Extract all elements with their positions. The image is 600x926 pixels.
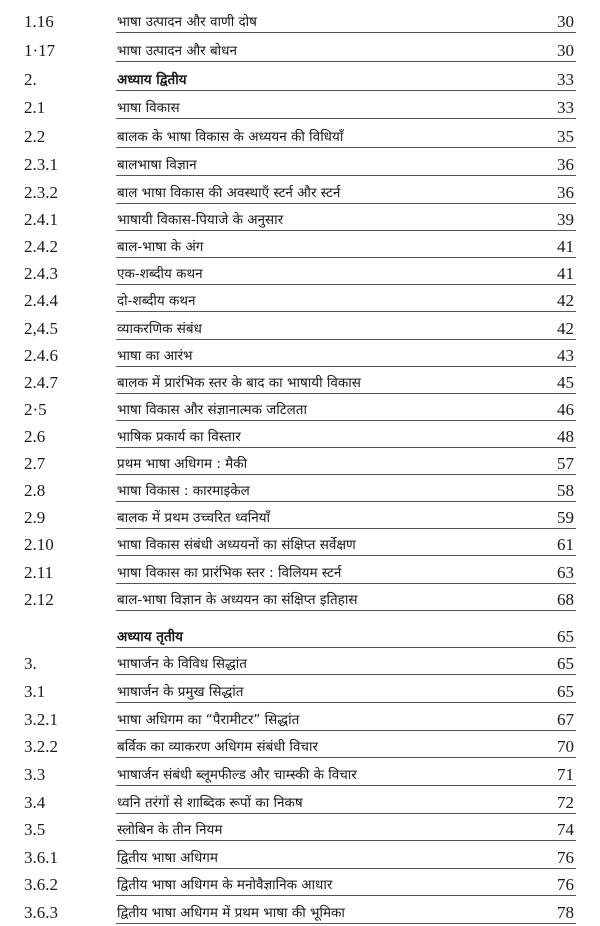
- toc-entry-title: भाषार्जन के विविध सिद्धांत: [117, 656, 247, 672]
- toc-entry-rule: [116, 447, 576, 448]
- toc-entry-number: 2.2: [24, 127, 46, 146]
- toc-entry-number: 2.4.7: [24, 373, 58, 392]
- toc-entry-rule: [116, 528, 576, 529]
- toc-entry-page: 41: [557, 237, 574, 256]
- toc-entry-rule: [116, 757, 576, 758]
- toc-entry-number: 2.4.6: [24, 346, 58, 365]
- toc-entry-title: भाषा विकास और संज्ञानात्मक जटिलता: [117, 402, 307, 418]
- toc-entry-title: प्रथम भाषा अधिगम : मैकी: [117, 456, 248, 472]
- toc-entry-title: बाल भाषा विकास की अवस्थाएँ स्टर्न और स्टर्न: [117, 185, 341, 201]
- toc-entry-title: अध्याय द्वितीय: [117, 72, 187, 88]
- toc-entry-title: भाषिक प्रकार्य का विस्तार: [117, 429, 241, 445]
- toc-entry-page: 46: [557, 400, 574, 419]
- toc-entry-number: 2.4.4: [24, 291, 58, 310]
- toc-entry-rule: [116, 393, 576, 394]
- toc-entry-rule: [116, 702, 576, 703]
- toc-entry-page: 35: [557, 127, 574, 146]
- toc-entry-number: 3.2.1: [24, 710, 58, 729]
- toc-entry-rule: [116, 674, 576, 675]
- toc-entry-rule: [116, 813, 576, 814]
- toc-entry-title: द्वितीय भाषा अधिगम: [117, 850, 218, 866]
- toc-entry-number: 2,4.5: [24, 319, 58, 338]
- toc-entry-page: 76: [557, 848, 574, 867]
- toc-entry-number: 1·17: [24, 41, 56, 60]
- toc-entry-title: बालक के भाषा विकास के अध्ययन की विधियाँ: [117, 129, 344, 145]
- toc-entry-page: 45: [557, 373, 574, 392]
- toc-entry-title: ध्वनि तरंगों से शाब्दिक रूपों का निकष: [117, 795, 303, 811]
- toc-entry-page: 41: [557, 264, 574, 283]
- toc-entry-number: 2.12: [24, 590, 54, 609]
- toc-entry-title: बालक में प्रारंभिक स्तर के बाद का भाषायी विकास: [117, 375, 361, 391]
- toc-entry-page: 65: [557, 682, 574, 701]
- toc-entry-rule: [116, 284, 576, 285]
- toc-entry-number: 2·5: [24, 400, 47, 419]
- toc-entry-title: भाषा विकास : कारमाइकेल: [117, 483, 250, 499]
- toc-entry-page: 65: [557, 654, 574, 673]
- toc-entry-number: 3.2.2: [24, 737, 58, 756]
- toc-entry-page: 61: [557, 535, 574, 554]
- toc-entry-page: 74: [557, 820, 574, 839]
- toc-entry-title: भाषा विकास संबंधी अध्ययनों का संक्षिप्त सर्वेक्षण: [117, 537, 356, 553]
- toc-entry-title: भाषा का आरंभ: [117, 348, 193, 364]
- toc-entry-title: दो-शब्दीय कथन: [117, 293, 196, 309]
- toc-entry-rule: [116, 474, 576, 475]
- toc-entry-page: 68: [557, 590, 574, 609]
- toc-entry-title: भाषा उत्पादन और वाणी दोष: [117, 14, 257, 30]
- toc-entry-rule: [116, 203, 576, 204]
- toc-entry-number: 2.10: [24, 535, 54, 554]
- toc-entry-number: 3.4: [24, 793, 46, 812]
- toc-entry-rule: [116, 32, 576, 33]
- toc-entry-page: 42: [557, 319, 574, 338]
- toc-entry-page: 43: [557, 346, 574, 365]
- toc-entry-page: 78: [557, 903, 574, 922]
- toc-entry-rule: [116, 90, 576, 91]
- toc-entry-title: भाषायी विकास-पियाजे के अनुसार: [117, 212, 284, 228]
- toc-entry-title: भाषार्जन के प्रमुख सिद्धांत: [117, 684, 244, 700]
- toc-entry-page: 76: [557, 875, 574, 894]
- toc-entry-page: 48: [557, 427, 574, 446]
- toc-entry-number: 3.6.3: [24, 903, 58, 922]
- toc-entry-title: बालभाषा विज्ञान: [117, 157, 197, 173]
- toc-entry-number: 3.1: [24, 682, 46, 701]
- toc-entry-rule: [116, 730, 576, 731]
- toc-entry-number: 2.4.1: [24, 210, 58, 229]
- toc-entry-title: द्वितीय भाषा अधिगम में प्रथम भाषा की भूमिका: [117, 905, 345, 921]
- toc-entry-number: 1.16: [24, 12, 54, 31]
- toc-entry-page: 59: [557, 508, 574, 527]
- toc-entry-title: बाल-भाषा के अंग: [117, 239, 204, 255]
- toc-entry-number: 3.: [24, 654, 37, 673]
- toc-entry-rule: [116, 61, 576, 62]
- toc-entry-rule: [116, 555, 576, 556]
- toc-entry-rule: [116, 840, 576, 841]
- toc-entry-number: 2.11: [24, 563, 54, 582]
- toc-entry-number: 2.1: [24, 98, 46, 117]
- toc-entry-number: 2.7: [24, 454, 46, 473]
- toc-entry-number: 2.3.1: [24, 155, 58, 174]
- toc-entry-page: 36: [557, 183, 574, 202]
- toc-entry-title: भाषा विकास: [117, 100, 180, 116]
- toc-entry-rule: [116, 118, 576, 119]
- toc-entry-title: भाषा अधिगम का “पैरामीटर” सिद्धांत: [117, 712, 300, 728]
- toc-entry-rule: [116, 923, 576, 924]
- toc-entry-page: 39: [557, 210, 574, 229]
- toc-entry-title: भाषा उत्पादन और बोधन: [117, 43, 237, 59]
- toc-entry-page: 65: [557, 627, 574, 646]
- toc-entry-page: 67: [557, 710, 574, 729]
- toc-entry-page: 33: [557, 70, 574, 89]
- toc-entry-title: बर्विक का व्याकरण अधिगम संबंधी विचार: [117, 739, 319, 755]
- toc-entry-rule: [116, 175, 576, 176]
- toc-entry-rule: [116, 583, 576, 584]
- toc-entry-page: 30: [557, 12, 574, 31]
- toc-entry-rule: [116, 366, 576, 367]
- toc-entry-rule: [116, 647, 576, 648]
- toc-entry-rule: [116, 257, 576, 258]
- toc-entry-number: 2.6: [24, 427, 46, 446]
- toc-entry-page: 36: [557, 155, 574, 174]
- toc-entry-number: 2.3.2: [24, 183, 58, 202]
- toc-entry-number: 2.: [24, 70, 37, 89]
- toc-entry-page: 71: [557, 765, 574, 784]
- toc-entry-page: 33: [557, 98, 574, 117]
- toc-entry-title: द्वितीय भाषा अधिगम के मनोवैज्ञानिक आधार: [117, 877, 333, 893]
- toc-entry-number: 3.6.1: [24, 848, 58, 867]
- toc-entry-title: एक-शब्दीय कथन: [117, 266, 203, 282]
- toc-entry-title: भाषा विकास का प्रारंभिक स्तर : विलियम स्टर्न: [117, 565, 342, 581]
- toc-entry-number: 2.9: [24, 508, 46, 527]
- toc-entry-page: 42: [557, 291, 574, 310]
- toc-entry-rule: [116, 895, 576, 896]
- toc-entry-rule: [116, 339, 576, 340]
- toc-entry-number: 3.3: [24, 765, 46, 784]
- toc-entry-rule: [116, 610, 576, 611]
- toc-entry-page: 57: [557, 454, 574, 473]
- toc-entry-title: बालक में प्रथम उच्चरित ध्वनियाँ: [117, 510, 271, 526]
- toc-entry-number: 3.6.2: [24, 875, 58, 894]
- toc-entry-number: 3.5: [24, 820, 46, 839]
- toc-entry-title: अध्याय तृतीय: [117, 629, 183, 645]
- toc-entry-rule: [116, 501, 576, 502]
- toc-entry-page: 30: [557, 41, 574, 60]
- toc-entry-page: 70: [557, 737, 574, 756]
- toc-entry-page: 58: [557, 481, 574, 500]
- toc-entry-number: 2.4.2: [24, 237, 58, 256]
- toc-entry-title: स्लोबिन के तीन नियम: [117, 822, 223, 838]
- toc-entry-rule: [116, 868, 576, 869]
- toc-entry-page: 63: [557, 563, 574, 582]
- toc-entry-number: 2.8: [24, 481, 46, 500]
- toc-entry-rule: [116, 420, 576, 421]
- toc-entry-page: 72: [557, 793, 574, 812]
- toc-entry-rule: [116, 785, 576, 786]
- toc-entry-title: व्याकरणिक संबंध: [117, 321, 202, 337]
- toc-entry-rule: [116, 230, 576, 231]
- toc-entry-title: बाल-भाषा विज्ञान के अध्ययन का संक्षिप्त इतिहास: [117, 592, 358, 608]
- toc-entry-rule: [116, 147, 576, 148]
- toc-entry-number: 2.4.3: [24, 264, 58, 283]
- toc-entry-rule: [116, 311, 576, 312]
- toc-entry-title: भाषार्जन संबंधी ब्लूमफील्ड और चाम्स्की के विचार: [117, 767, 357, 783]
